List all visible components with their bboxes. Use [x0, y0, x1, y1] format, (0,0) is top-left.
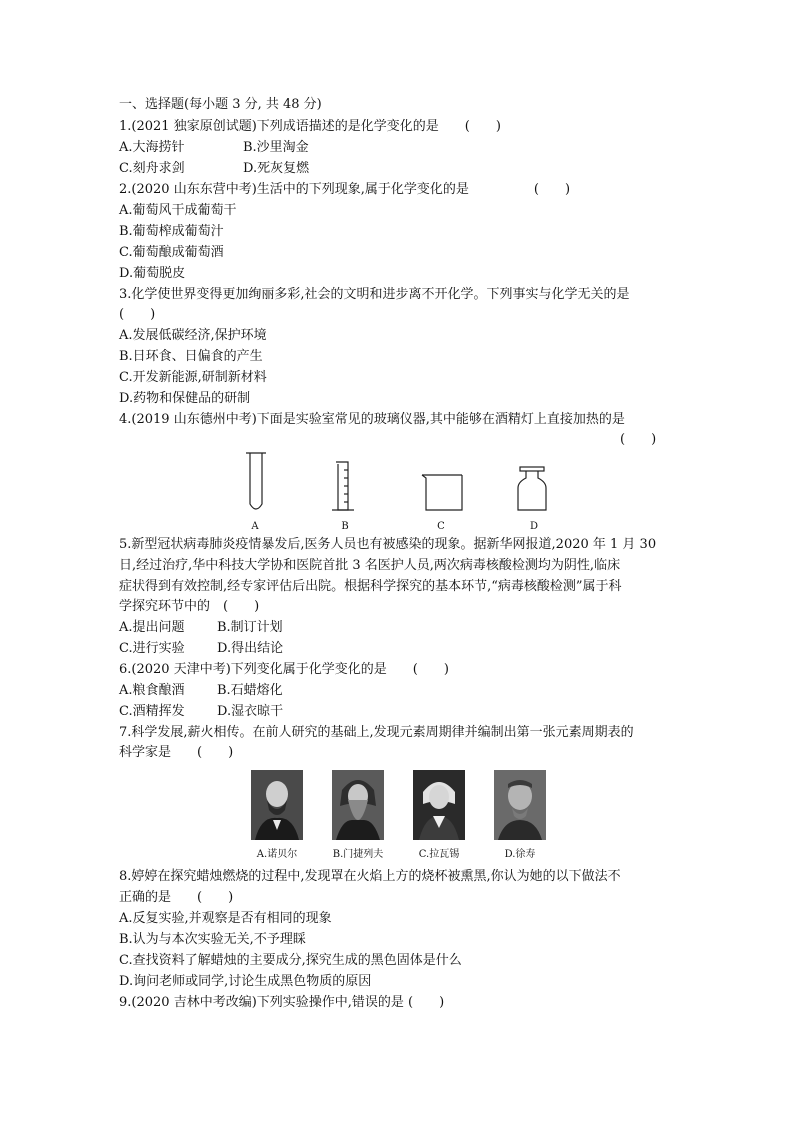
q3-bracket: ( ) [119, 307, 156, 322]
q5-option-c: C.进行实验 [119, 641, 185, 656]
glassware-figure [240, 448, 560, 520]
q3-option-c: C.开发新能源,研制新材料 [119, 370, 267, 385]
reagent-bottle-icon [518, 467, 546, 510]
q3-option-d: D.药物和保健品的研制 [119, 391, 251, 406]
q6-option-d: D.湿衣晾干 [217, 704, 284, 719]
q5-option-a: A.提出问题 [119, 620, 185, 635]
q6-option-b: B.石蜡熔化 [217, 683, 283, 698]
q5-option-b: B.制订计划 [217, 620, 283, 635]
q6-options-row1 [119, 682, 283, 700]
q4-stem: 4.(2019 山东德州中考)下面是实验室常见的玻璃仪器,其中能够在酒精灯上直接加热的是 [119, 412, 625, 427]
q1-stem: 1.(2021 独家原创试题)下列成语描述的是化学变化的是 ( ) [119, 119, 501, 134]
section-title: 一、选择题(每小题 3 分, 共 48 分) [119, 97, 322, 112]
glassware-label-c: C [437, 521, 445, 532]
glassware-label-d: D [529, 521, 539, 532]
portrait-lavoisier [413, 770, 465, 840]
q2-option-c: C.葡萄酿成葡萄酒 [119, 245, 224, 260]
q6-options-row2 [119, 703, 283, 721]
q1-option-a: A.大海捞针 [119, 140, 185, 155]
portrait-caption-a: A.诺贝尔 [256, 849, 298, 860]
q5-line-1: 5.新型冠状病毒肺炎疫情暴发后,医务人员也有被感染的现象。据新华网报道,2020 年 1 月 30 [119, 537, 657, 552]
q1-option-c: C.刻舟求剑 [119, 161, 185, 176]
test-tube-icon [246, 453, 266, 509]
q6-stem: 6.(2020 天津中考)下列变化属于化学变化的是 ( ) [119, 662, 449, 677]
q6-option-a: A.粮食酿酒 [119, 683, 185, 698]
portrait-mendeleev [332, 770, 384, 840]
portrait-caption-c: C.拉瓦锡 [418, 849, 460, 860]
q1-options-row2 [119, 160, 309, 178]
q8-option-a: A.反复实验,并观察是否有相同的现象 [119, 911, 332, 926]
glassware-label-b: B [341, 521, 349, 532]
q8-line-2: 正确的是 ( ) [119, 890, 234, 905]
q7-line-1: 7.科学发展,薪火相传。在前人研究的基础上,发现元素周期律并编制出第一张元素周期表的 [119, 725, 634, 740]
q3-stem: 3.化学使世界变得更加绚丽多彩,社会的文明和进步离不开化学。下列事实与化学无关的是 [119, 287, 630, 302]
q1-options-row1 [119, 139, 309, 157]
portrait-nobel [251, 770, 303, 840]
portrait-caption-d: D.徐寿 [504, 849, 536, 860]
q5-line-3: 症状得到有效控制,经专家评估后出院。根据科学探究的基本环节,“病毒核酸检测”属于科 [119, 579, 622, 594]
q1-option-d: D.死灰复燃 [243, 161, 310, 176]
q4-bracket: ( ) [620, 432, 657, 447]
q8-option-b: B.认为与本次实验无关,不予理睬 [119, 932, 306, 947]
q8-line-1: 8.婷婷在探究蜡烛燃烧的过程中,发现罩在火焰上方的烧杯被熏黑,你认为她的以下做法不 [119, 869, 621, 884]
q2-option-b: B.葡萄榨成葡萄汁 [119, 224, 224, 239]
q7-line-2: 科学家是 ( ) [119, 745, 234, 760]
q3-option-b: B.日环食、日偏食的产生 [119, 349, 263, 364]
beaker-icon [422, 475, 462, 510]
portrait-caption-b: B.门捷列夫 [332, 849, 384, 860]
q5-options-row2 [119, 640, 283, 658]
portrait-xu-shou [494, 770, 546, 840]
q5-options-row1 [119, 619, 283, 637]
q5-line-2: 日,经过治疗,华中科技大学协和医院首批 3 名医护人员,两次病毒核酸检测均为阴性,临床 [119, 558, 621, 573]
q5-line-4: 学探究环节中的 ( ) [119, 599, 260, 614]
q5-option-d: D.得出结论 [217, 641, 284, 656]
q2-option-a: A.葡萄风干成葡萄干 [119, 203, 237, 218]
q2-stem: 2.(2020 山东东营中考)生活中的下列现象,属于化学变化的是 ( ) [119, 182, 571, 197]
q1-option-b: B.沙里淘金 [243, 140, 309, 155]
q6-option-c: C.酒精挥发 [119, 704, 185, 719]
q2-option-d: D.葡萄脱皮 [119, 266, 186, 281]
glassware-label-a: A [251, 521, 259, 532]
q3-option-a: A.发展低碳经济,保护环境 [119, 328, 267, 343]
q9-stem: 9.(2020 吉林中考改编)下列实验操作中,错误的是 ( ) [119, 995, 445, 1010]
q8-option-d: D.询问老师或同学,讨论生成黑色物质的原因 [119, 974, 372, 989]
q8-option-c: C.查找资料了解蜡烛的主要成分,探究生成的黑色固体是什么 [119, 953, 462, 968]
graduated-cylinder-icon [332, 462, 354, 510]
